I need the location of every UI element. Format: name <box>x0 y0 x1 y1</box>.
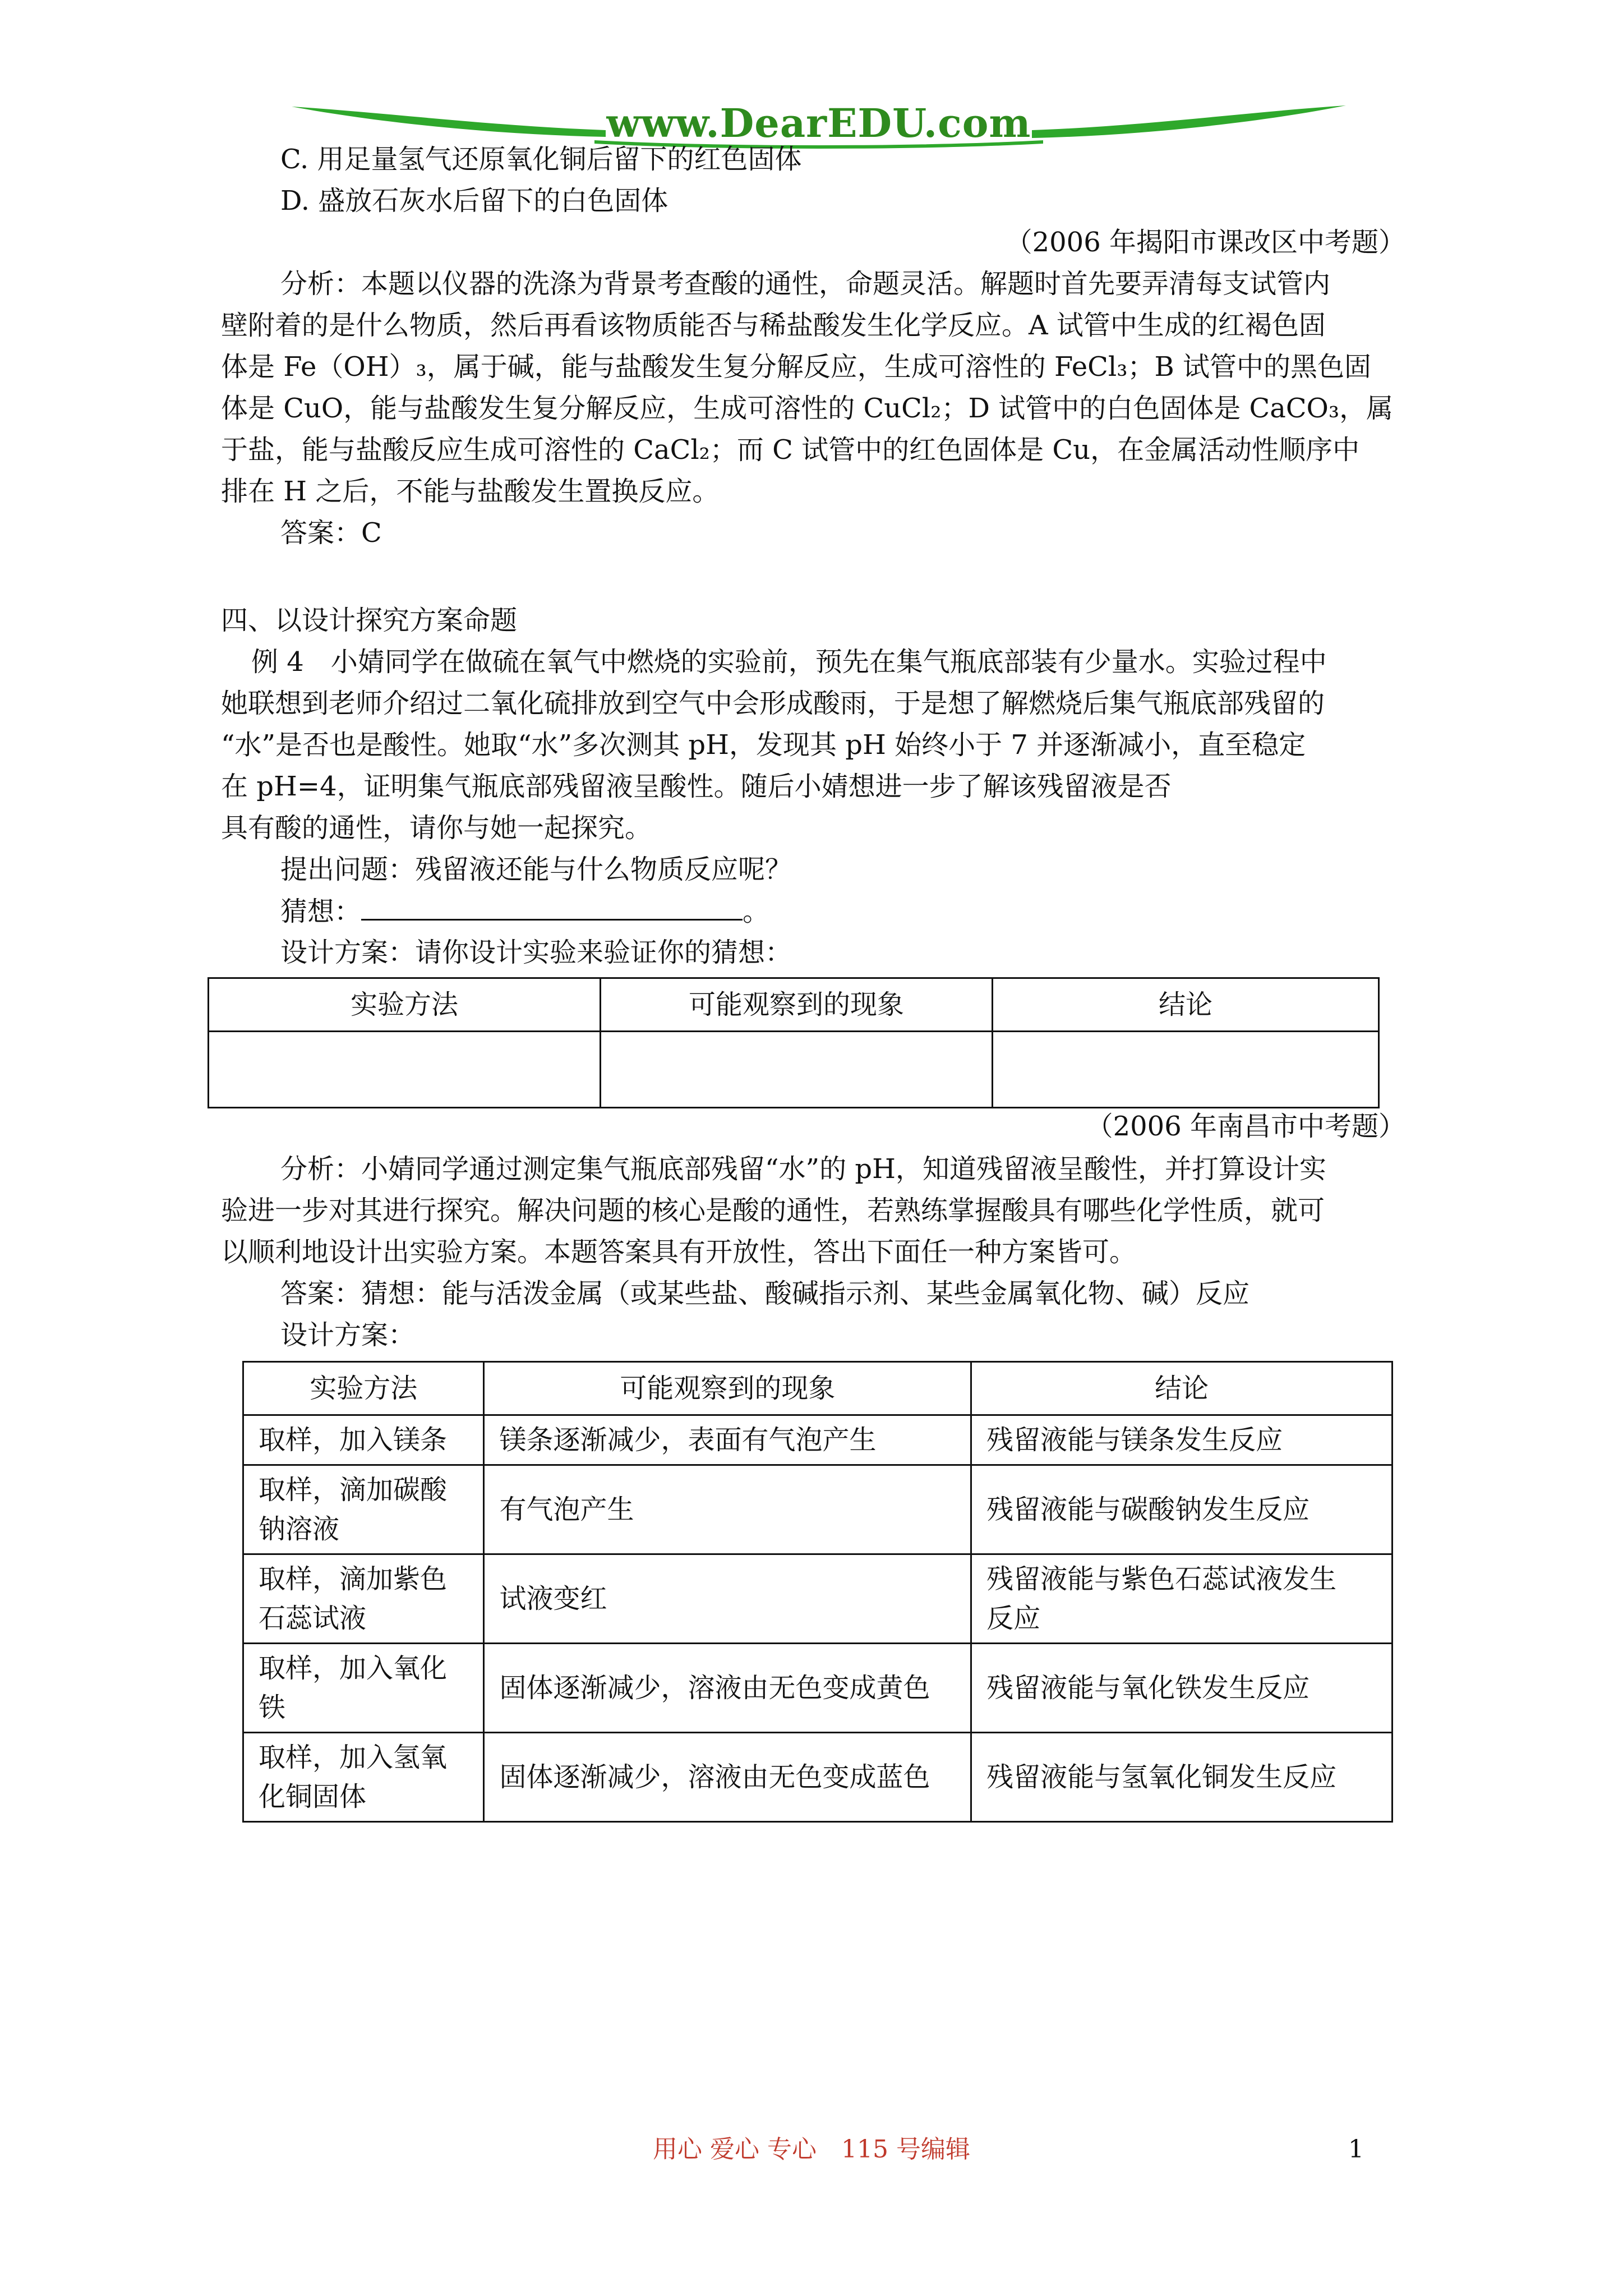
empty-cell[interactable] <box>209 1032 601 1108</box>
analysis-1-line-3: 体是 Fe（OH）₃，属于碱，能与盐酸发生复分解反应，生成可溶性的 FeCl₃；B 试管中的黑色固 <box>221 351 1371 383</box>
method-cell <box>243 1465 484 1554</box>
example-4-line-2: 她联想到老师介绍过二氧化硫排放到空气中会形成酸雨，于是想了解燃烧后集气瓶底部残留的 <box>221 688 1325 719</box>
table-row <box>243 1644 1393 1733</box>
table-header-cell: 结论 <box>992 978 1378 1032</box>
design-label: 设计方案： <box>280 1319 416 1351</box>
conclusion-cell-text: 残留液能与紫色石蕊试液发生 <box>986 1563 1337 1595</box>
answer-1: 答案：C <box>280 517 382 549</box>
option-d: D. 盛放石灰水后留下的白色固体 <box>280 185 668 217</box>
empty-cell[interactable] <box>600 1032 992 1108</box>
phenomenon-cell <box>484 1554 971 1644</box>
logo-text: www.DearEDU.com <box>606 100 1031 146</box>
method-cell <box>243 1554 484 1644</box>
phenomenon-cell <box>484 1644 971 1733</box>
conclusion-cell <box>971 1733 1393 1822</box>
guess-line <box>280 894 769 928</box>
table-row <box>243 1465 1393 1554</box>
conclusion-cell <box>971 1465 1393 1554</box>
method-cell-text: 钠溶液 <box>259 1513 340 1545</box>
design-prompt: 设计方案：请你设计实验来验证你的猜想： <box>280 937 792 968</box>
method-cell <box>243 1415 484 1465</box>
method-cell-text: 石蕊试液 <box>259 1603 367 1634</box>
conclusion-cell-text: 残留液能与氢氧化铜发生反应 <box>986 1761 1337 1793</box>
example-4-line-4: 在 pH=4，证明集气瓶底部残留液呈酸性。随后小婧想进一步了解该残留液是否 <box>221 771 1172 802</box>
empty-cell[interactable] <box>992 1032 1378 1108</box>
analysis-1-line-2: 壁附着的是什么物质，然后再看该物质能否与稀盐酸发生化学反应。A 试管中生成的红褐色固 <box>221 310 1326 341</box>
analysis-2-line-1: 分析：小婧同学通过测定集气瓶底部残留“水”的 pH，知道残留液呈酸性，并打算设计实 <box>280 1153 1326 1185</box>
section-title: 四、以设计探究方案命题 <box>221 605 518 636</box>
example-4-line-5: 具有酸的通性，请你与她一起探究。 <box>221 812 652 844</box>
table-header-cell: 可能观察到的现象 <box>600 978 992 1032</box>
example-4-line-1: 例 4 小婧同学在做硫在氧气中燃烧的实验前，预先在集气瓶底部装有少量水。实验过程中 <box>251 646 1327 678</box>
method-cell <box>243 1644 484 1733</box>
method-cell-text: 铁 <box>259 1692 286 1723</box>
example-4-line-3: “水”是否也是酸性。她取“水”多次测其 pH，发现其 pH 始终小于 7 并逐渐减小，直至稳定 <box>221 729 1306 761</box>
phenomenon-cell <box>484 1733 971 1822</box>
method-cell-text: 取样，加入氢氧 <box>259 1742 448 1773</box>
conclusion-cell-text: 反应 <box>986 1603 1041 1634</box>
source-citation-2: （2006 年南昌市中考题） <box>1086 1111 1405 1142</box>
phenomenon-cell <box>484 1465 971 1554</box>
table-header-cell: 结论 <box>971 1362 1393 1415</box>
table-row <box>243 1415 1393 1465</box>
phenomenon-cell-text: 固体逐渐减少，溶液由无色变成蓝色 <box>499 1761 930 1793</box>
table-row <box>243 1733 1393 1822</box>
guess-label: 猜想： <box>280 896 362 927</box>
option-c: C. 用足量氢气还原氧化铜后留下的红色固体 <box>280 144 802 175</box>
method-cell-text: 取样，滴加碳酸 <box>259 1474 448 1506</box>
table-header-row <box>243 1362 1393 1415</box>
analysis-1-line-1: 分析：本题以仪器的洗涤为背景考查酸的通性，命题灵活。解题时首先要弄清每支试管内 <box>280 268 1331 300</box>
conclusion-cell-text: 残留液能与碳酸钠发生反应 <box>986 1494 1310 1525</box>
answer-2: 答案：猜想：能与活泼金属（或某些盐、酸碱指示剂、某些金属氧化物、碱）反应 <box>280 1278 1250 1309</box>
table-row <box>209 1032 1379 1108</box>
method-cell-text: 取样，加入镁条 <box>259 1424 448 1456</box>
table-header-cell: 实验方法 <box>243 1362 484 1415</box>
method-cell-text: 取样，加入氧化 <box>259 1653 448 1684</box>
analysis-1-line-4: 体是 CuO，能与盐酸发生复分解反应，生成可溶性的 CuCl₂；D 试管中的白色固体是 CaCO₃，属 <box>221 393 1394 424</box>
conclusion-cell-text: 残留液能与镁条发生反应 <box>986 1424 1283 1456</box>
phenomenon-cell-text: 试液变红 <box>499 1583 607 1614</box>
source-citation-1: （2006 年揭阳市课改区中考题） <box>1005 227 1405 258</box>
table-row <box>243 1554 1393 1644</box>
footer-text: 用心 爱心 专心 115 号编辑 <box>653 2135 970 2164</box>
design-table-blank <box>208 977 1380 1108</box>
design-table-answer <box>242 1361 1393 1823</box>
method-cell <box>243 1733 484 1822</box>
guess-blank[interactable] <box>361 894 743 921</box>
guess-end: 。 <box>743 896 770 927</box>
table-header-row <box>209 978 1379 1032</box>
analysis-1-line-5: 于盐，能与盐酸反应生成可溶性的 CaCl₂；而 C 试管中的红色固体是 Cu，在金属活动性顺序中 <box>221 434 1360 466</box>
table-header-cell: 可能观察到的现象 <box>484 1362 971 1415</box>
method-cell-text: 取样，滴加紫色 <box>259 1563 448 1595</box>
analysis-2-line-3: 以顺利地设计出实验方案。本题答案具有开放性，答出下面任一种方案皆可。 <box>221 1236 1137 1268</box>
phenomenon-cell <box>484 1415 971 1465</box>
method-cell-text: 化铜固体 <box>259 1781 367 1812</box>
phenomenon-cell-text: 有气泡产生 <box>499 1494 634 1525</box>
conclusion-cell <box>971 1554 1393 1644</box>
page-number: 1 <box>1348 2135 1364 2164</box>
question-line: 提出问题：残留液还能与什么物质反应呢？ <box>280 854 792 885</box>
phenomenon-cell-text: 镁条逐渐减少，表面有气泡产生 <box>499 1424 877 1456</box>
conclusion-cell-text: 残留液能与氧化铁发生反应 <box>986 1672 1310 1704</box>
conclusion-cell <box>971 1415 1393 1465</box>
table-header-cell: 实验方法 <box>209 978 601 1032</box>
conclusion-cell <box>971 1644 1393 1733</box>
analysis-1-line-6: 排在 H 之后，不能与盐酸发生置换反应。 <box>221 476 720 507</box>
analysis-2-line-2: 验进一步对其进行探究。解决问题的核心是酸的通性，若熟练掌握酸具有哪些化学性质，就可 <box>221 1195 1325 1226</box>
phenomenon-cell-text: 固体逐渐减少，溶液由无色变成黄色 <box>499 1672 930 1704</box>
